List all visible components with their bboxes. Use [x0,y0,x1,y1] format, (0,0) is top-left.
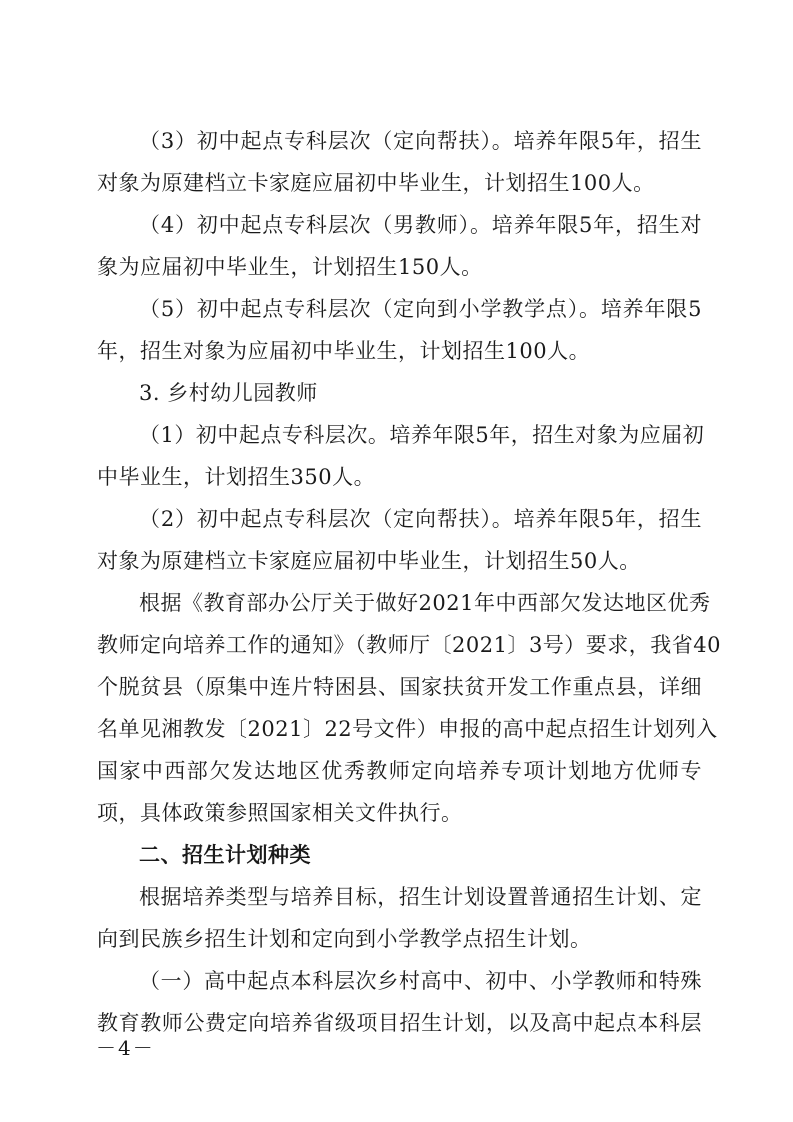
subsection-heading: 3. 乡村幼儿园教师 [139,381,318,405]
page-number: －4－ [96,1036,155,1060]
paragraph-line: 向到民族乡招生计划和定向到小学教学点招生计划。 [97,927,592,951]
paragraph-line: （5）初中起点专科层次（定向到小学教学点）。培养年限5 [139,297,702,321]
paragraph-line: 个脱贫县（原集中连片特困县、国家扶贫开发工作重点县，详细 [97,675,702,699]
paragraph-line: 项，具体政策参照国家相关文件执行。 [97,801,463,825]
paragraph-line: 根据培养类型与培养目标，招生计划设置普通招生计划、定 [139,885,702,909]
paragraph-line: 中毕业生，计划招生350人。 [97,465,376,489]
paragraph-line: （一）高中起点本科层次乡村高中、初中、小学教师和特殊 [139,969,702,993]
paragraph-line: （1）初中起点专科层次。培养年限5年，招生对象为应届初 [139,423,705,447]
paragraph-line: 教育教师公费定向培养省级项目招生计划，以及高中起点本科层 [97,1011,702,1035]
section-heading: 二、招生计划种类 [139,843,311,867]
paragraph-line: 对象为原建档立卡家庭应届初中毕业生，计划招生50人。 [97,549,641,573]
paragraph-line: 年，招生对象为应届初中毕业生，计划招生100人。 [97,339,591,363]
paragraph-line: （4）初中起点专科层次（男教师）。培养年限5年，招生对 [139,213,702,237]
paragraph-line: 对象为原建档立卡家庭应届初中毕业生，计划招生100人。 [97,171,655,195]
paragraph-line: 名单见湘教发〔2021〕22号文件）申报的高中起点招生计划列入 [97,717,718,741]
paragraph-line: 国家中西部欠发达地区优秀教师定向培养专项计划地方优师专 [97,759,702,783]
paragraph-line: 象为应届初中毕业生，计划招生150人。 [97,255,483,279]
paragraph-line: 教师定向培养工作的通知》（教师厅〔2021〕3号）要求，我省40 [97,633,722,657]
paragraph-line: （2）初中起点专科层次（定向帮扶）。培养年限5年，招生 [139,507,702,531]
paragraph-line: （3）初中起点专科层次（定向帮扶）。培养年限5年，招生 [139,129,702,153]
paragraph-line: 根据《教育部办公厅关于做好2021年中西部欠发达地区优秀 [139,591,711,615]
